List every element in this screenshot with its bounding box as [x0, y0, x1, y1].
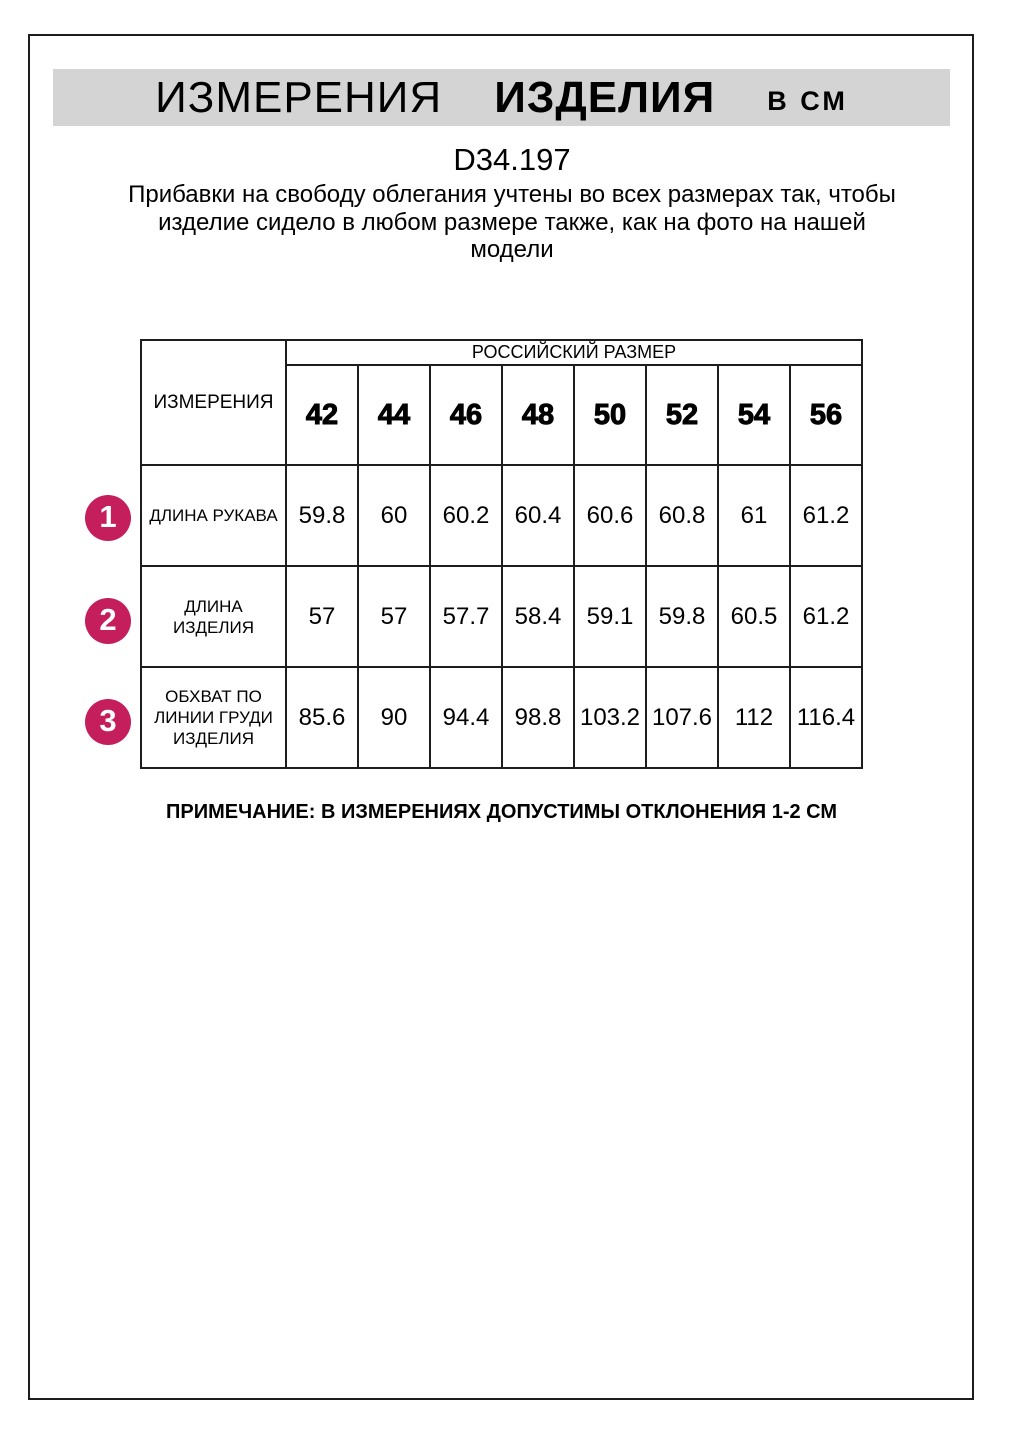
row-number-badge: 3: [85, 699, 131, 745]
size-table: [140, 339, 863, 769]
size-header-46: 46: [430, 365, 502, 465]
value-cell: 103.2: [574, 667, 646, 768]
size-header-50: 50: [574, 365, 646, 465]
value-cell: 85.6: [286, 667, 358, 768]
title-measurements: ИЗМЕРЕНИЯ: [155, 72, 443, 122]
value-cell: 60: [358, 465, 430, 566]
size-group-row: [141, 340, 862, 365]
value-cell: 60.8: [646, 465, 718, 566]
value-cell: 58.4: [502, 566, 574, 667]
table-row: [141, 465, 862, 566]
russian-size-header-cell: РОССИЙСКИЙ РАЗМЕР: [286, 340, 862, 365]
row-label: ОБХВАТ ПО ЛИНИИ ГРУДИ ИЗДЕЛИЯ: [141, 667, 286, 768]
value-cell: 59.8: [646, 566, 718, 667]
size-header-56: 56: [790, 365, 862, 465]
size-header-44: 44: [358, 365, 430, 465]
row-label: ДЛИНА РУКАВА: [141, 465, 286, 566]
measure-header-cell: ИЗМЕРЕНИЯ: [141, 340, 286, 465]
description-line: модели: [470, 236, 554, 263]
value-cell: 60.4: [502, 465, 574, 566]
value-cell: 94.4: [430, 667, 502, 768]
value-cell: 59.1: [574, 566, 646, 667]
value-cell: 60.2: [430, 465, 502, 566]
title-bar: [53, 69, 950, 126]
size-header-42: 42: [286, 365, 358, 465]
size-header-54: 54: [718, 365, 790, 465]
size-header-52: 52: [646, 365, 718, 465]
row-label: ДЛИНА ИЗДЕЛИЯ: [141, 566, 286, 667]
value-cell: 61.2: [790, 465, 862, 566]
value-cell: 60.5: [718, 566, 790, 667]
value-cell: 90: [358, 667, 430, 768]
description-line: Прибавки на свободу облегания учтены во всех размерах так, чтобы: [128, 181, 896, 208]
size-header-48: 48: [502, 365, 574, 465]
value-cell: 60.6: [574, 465, 646, 566]
row-number-badge: 1: [85, 495, 131, 541]
description-line: изделие сидело в любом размере также, как на фото на нашей: [158, 208, 866, 236]
value-cell: 59.8: [286, 465, 358, 566]
value-cell: 57.7: [430, 566, 502, 667]
value-cell: 116.4: [790, 667, 862, 768]
value-cell: 57: [286, 566, 358, 667]
product-code: D34.197: [453, 142, 571, 177]
value-cell: 61.2: [790, 566, 862, 667]
value-cell: 98.8: [502, 667, 574, 768]
fit-description: [122, 181, 902, 264]
table-row: [141, 667, 862, 768]
table-row: [141, 566, 862, 667]
value-cell: 61: [718, 465, 790, 566]
row-number-badge: 2: [85, 598, 131, 644]
value-cell: 107.6: [646, 667, 718, 768]
title-product: ИЗДЕЛИЯ: [494, 72, 716, 122]
value-cell: 57: [358, 566, 430, 667]
value-cell: 112: [718, 667, 790, 768]
note: ПРИМЕЧАНИЕ: В ИЗМЕРЕНИЯХ ДОПУСТИМЫ ОТКЛОНЕНИЯ 1-2 СМ: [166, 801, 837, 823]
title-units: В СМ: [767, 86, 848, 116]
